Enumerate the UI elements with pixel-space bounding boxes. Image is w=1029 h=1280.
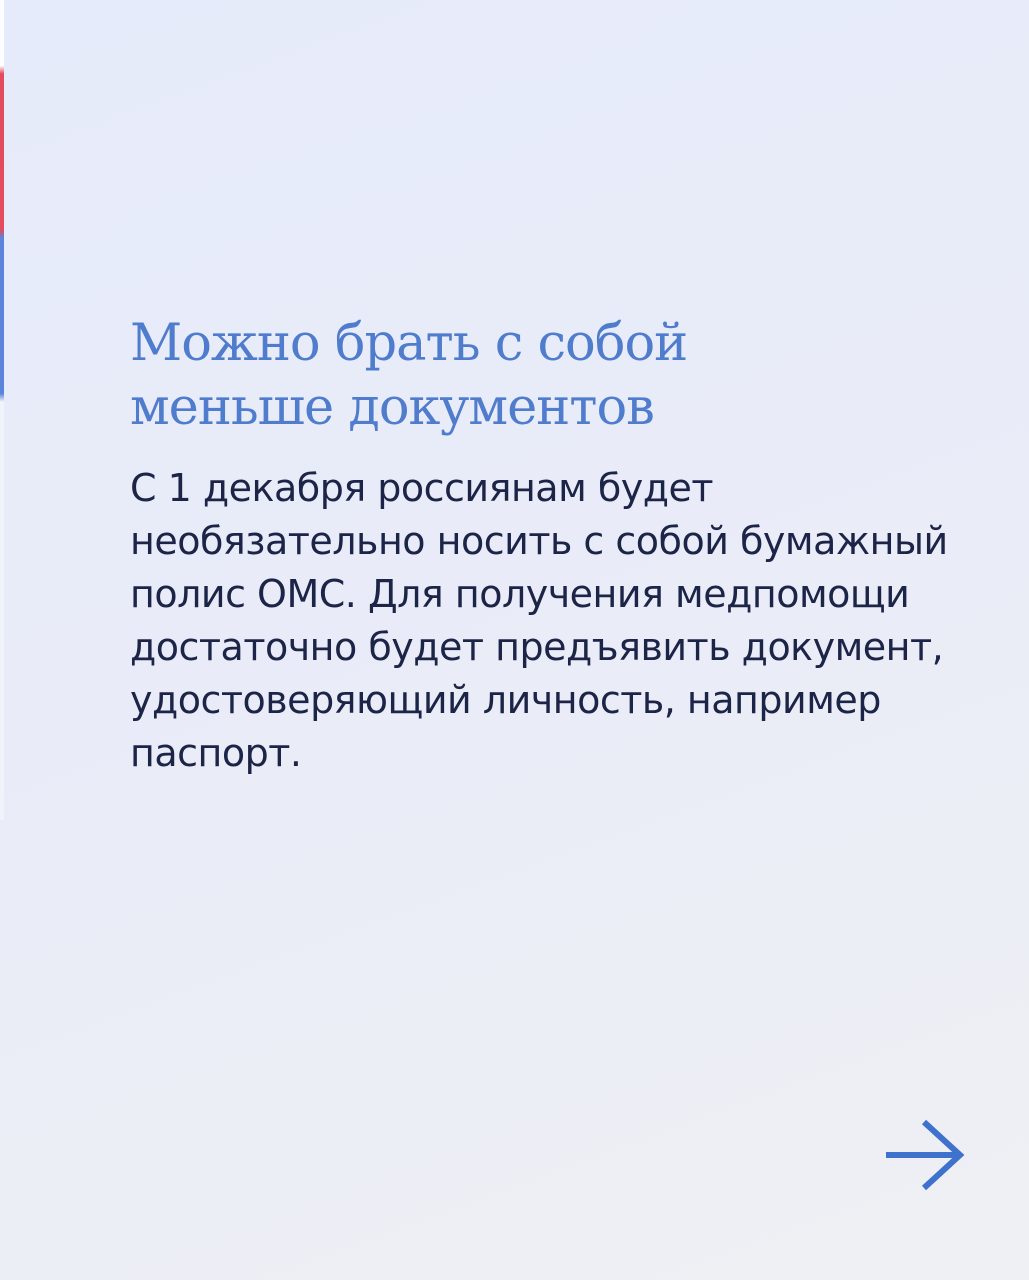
body-line-1: С 1 декабря россиянам будет [130, 466, 714, 510]
slide-title [130, 312, 990, 440]
slide-body-text [130, 462, 990, 780]
slide-title-line-1: Можно брать с собой [130, 314, 688, 373]
next-slide-button[interactable] [884, 1118, 966, 1192]
body-line-2: необязательно носить с собой бумажный [130, 519, 948, 563]
body-line-5: удостоверяющий личность, например [130, 678, 881, 722]
body-line-4: достаточно будет предъявить документ, [130, 625, 944, 669]
body-line-6: паспорт. [130, 731, 302, 775]
edge-color-strip [0, 0, 4, 820]
slide-content [130, 312, 990, 780]
arrow-right-icon [884, 1118, 966, 1192]
body-line-3: полис ОМС. Для получения медпомощи [130, 572, 910, 616]
slide-title-line-2: меньше документов [130, 378, 654, 437]
